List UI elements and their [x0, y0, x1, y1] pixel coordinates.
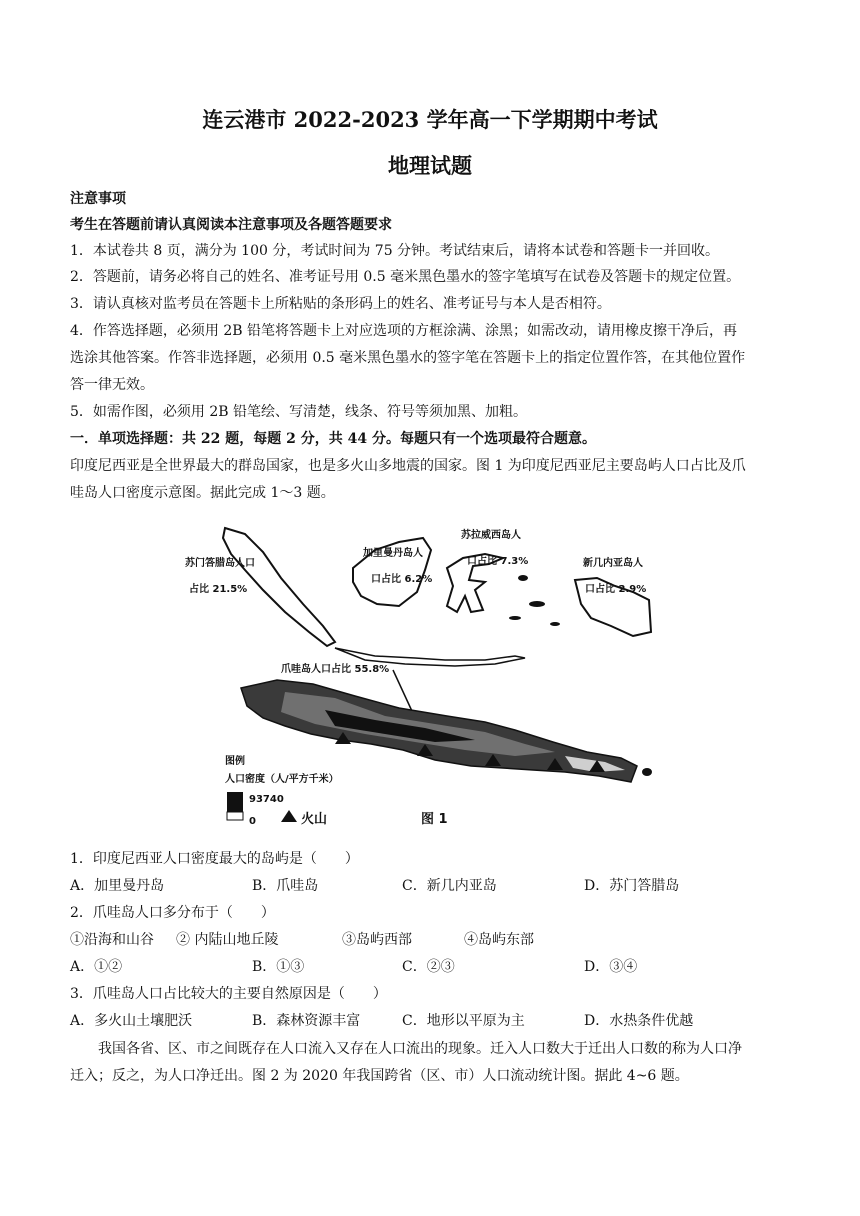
question-3-option-b: B．森林资源丰富 — [252, 1013, 361, 1029]
exam-subtitle: 地理试题 — [388, 153, 472, 178]
legend-min: 0 — [249, 816, 256, 827]
label-newguinea-2: 口占比 2.9% — [585, 584, 647, 595]
indonesia-map-svg — [185, 520, 655, 830]
question-2-option-d: D．③④ — [584, 959, 638, 975]
legend-density-label: 人口密度（人/平方千米） — [225, 774, 339, 785]
legend-density-gradient-dark — [227, 792, 243, 812]
label-sulawesi-1: 苏拉威西岛人 — [461, 530, 521, 541]
notice-item-4-cont: 选涂其他答案。作答非选择题，必须用 0.5 毫米黑色墨水的签字笔在答题卡上的指定位置作答，在其他位置作 — [70, 350, 746, 366]
question-1-option-c: C．新几内亚岛 — [402, 878, 497, 894]
label-newguinea-1: 新几内亚岛人 — [583, 558, 643, 569]
small-island — [518, 575, 528, 581]
notice-item-4-cont2: 答一律无效。 — [70, 377, 154, 393]
label-kalimantan-1: 加里曼丹岛人 — [363, 548, 423, 559]
question-2-statement-3: ③岛屿西部 — [342, 932, 412, 948]
notice-item-1: 1．本试卷共 8 页，满分为 100 分，考试时间为 75 分钟。考试结束后，请将本试卷和答题卡一并回收。 — [70, 243, 720, 259]
label-sulawesi-2: 口占比 7.3% — [467, 556, 529, 567]
legend-volcano-icon — [281, 810, 297, 822]
question-1-option-b: B．爪哇岛 — [252, 878, 319, 894]
label-sumatra-1: 苏门答腊岛人口 — [185, 558, 255, 569]
notice-subheading: 考生在答题前请认真阅读本注意事项及各题答题要求 — [70, 217, 392, 233]
small-island — [509, 616, 521, 620]
figure-caption: 图 1 — [421, 812, 448, 827]
figure-1-map — [185, 520, 655, 830]
legend-density-gradient-light — [227, 812, 243, 820]
label-sumatra-2: 占比 21.5% — [189, 584, 248, 595]
legend-volcano: 火山 — [301, 812, 328, 827]
small-island — [642, 768, 652, 776]
notice-heading: 注意事项 — [70, 191, 126, 207]
legend-max: 93740 — [249, 794, 284, 805]
small-island — [529, 601, 545, 607]
label-java: 爪哇岛人口占比 55.8% — [281, 664, 390, 675]
notice-item-5: 5．如需作图，必须用 2B 铅笔绘、写清楚，线条、符号等须加黑、加粗。 — [70, 404, 528, 420]
exam-title: 连云港市 2022-2023 学年高一下学期期中考试 — [202, 107, 658, 132]
question-2-statement-2: ② 内陆山地丘陵 — [176, 932, 279, 948]
notice-item-3: 3．请认真核对监考员在答题卡上所粘贴的条形码上的姓名、准考证号与本人是否相符。 — [70, 296, 611, 312]
label-kalimantan-2: 口占比 6.2% — [371, 574, 433, 585]
question-3-option-c: C．地形以平原为主 — [402, 1013, 525, 1029]
section2-intro-2: 迁入；反之，为人口净迁出。图 2 为 2020 年我国跨省（区、市）人口流动统计图。据此 4~6 题。 — [70, 1068, 689, 1084]
question-1-option-a: A．加里曼丹岛 — [70, 878, 165, 894]
section1-intro-1: 印度尼西亚是全世界最大的群岛国家，也是多火山多地震的国家。图 1 为印度尼西亚尼主要岛屿人口占比及爪 — [70, 458, 746, 474]
question-2-statement-4: ④岛屿东部 — [464, 932, 534, 948]
notice-item-4: 4．作答选择题，必须用 2B 铅笔将答题卡上对应选项的方框涂满、涂黑；如需改动，请用橡皮擦干净后，再 — [70, 323, 738, 339]
question-3-option-d: D．水热条件优越 — [584, 1013, 694, 1029]
question-2-option-b: B．①③ — [252, 959, 305, 975]
section1-intro-2: 哇岛人口密度示意图。据此完成 1～3 题。 — [70, 485, 335, 501]
section2-intro-1: 我国各省、区、市之间既存在人口流入又存在人口流出的现象。迁入人口数大于迁出人口数的称为人口净 — [98, 1041, 742, 1057]
question-2-stem: 2．爪哇岛人口多分布于（ ） — [70, 905, 275, 921]
notice-item-2: 2．答题前，请务必将自己的姓名、准考证号用 0.5 毫米黑色墨水的签字笔填写在试卷及答题卡的规定位置。 — [70, 269, 741, 285]
question-2-statement-1: ①沿海和山谷 — [70, 932, 154, 948]
question-1-stem: 1．印度尼西亚人口密度最大的岛屿是（ ） — [70, 851, 359, 867]
question-1-option-d: D．苏门答腊岛 — [584, 878, 680, 894]
question-2-option-c: C．②③ — [402, 959, 455, 975]
question-3-option-a: A．多火山土壤肥沃 — [70, 1013, 193, 1029]
legend-title: 图例 — [225, 756, 245, 767]
small-island — [550, 622, 560, 626]
question-2-option-a: A．①② — [70, 959, 123, 975]
question-3-stem: 3．爪哇岛人口占比较大的主要自然原因是（ ） — [70, 986, 387, 1002]
section1-heading: 一．单项选择题：共 22 题，每题 2 分，共 44 分。每题只有一个选项最符合题意。 — [70, 431, 596, 447]
